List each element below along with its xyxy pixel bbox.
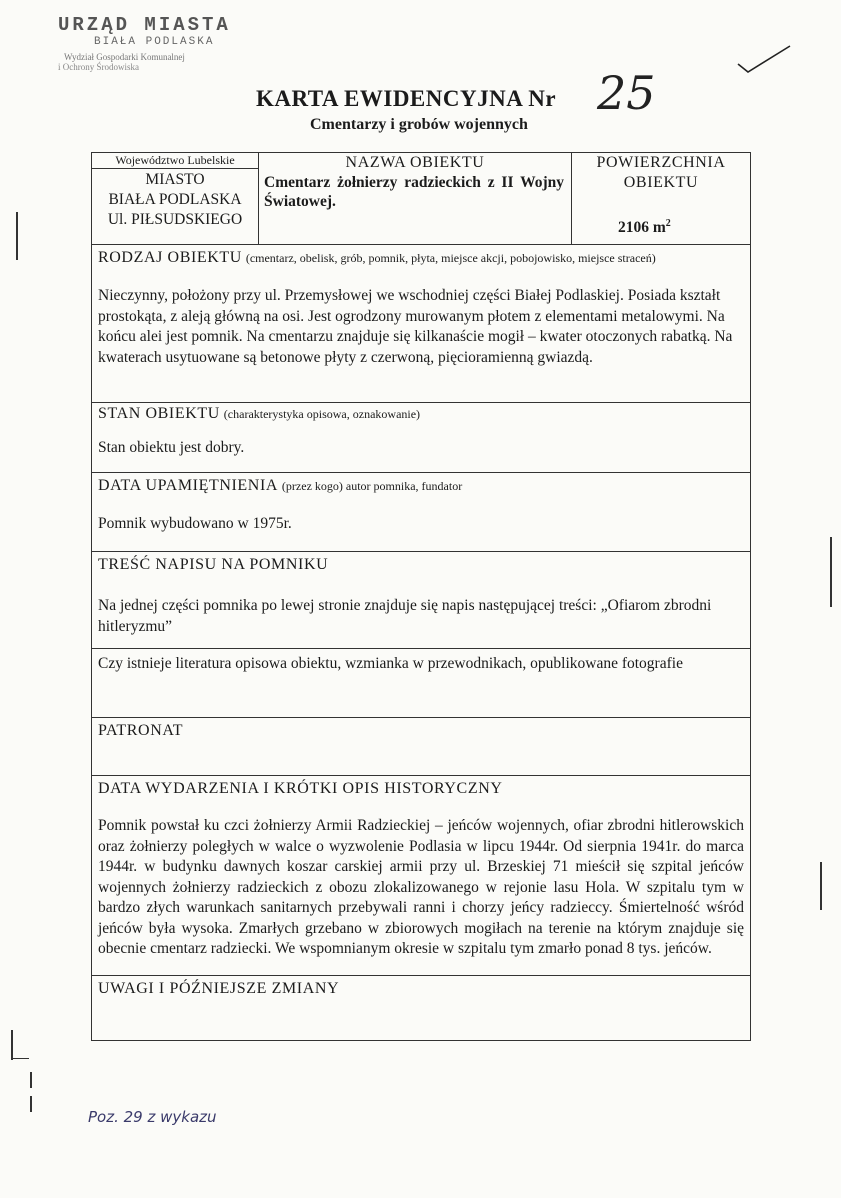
object-name-value: Cmentarz żołnierzy radzieckich z II Wojny Światowej. (264, 174, 564, 210)
stamp-line-4: i Ochrony Środowiska (58, 62, 139, 72)
object-state-heading (98, 403, 748, 425)
card-title: KARTA EWIDENCYJNA Nr (256, 86, 557, 111)
area-label: POWIERZCHNIA OBIEKTU (596, 154, 726, 191)
stamp-line-1: URZĄD MIASTA (58, 14, 231, 36)
town-block (92, 170, 258, 230)
scan-mark (11, 1030, 13, 1060)
object-name-label: NAZWA OBIEKTU (345, 154, 485, 171)
stamp-line-2: BIAŁA PODLASKA (94, 36, 215, 48)
town-line-1: MIASTO (145, 171, 205, 188)
scan-mark (30, 1096, 32, 1112)
history-text: Pomnik powstał ku czci żołnierzy Armii Radzieckiej – jeńców wojennych, ofiar zbrodni hitlerowskich oraz żołnierzy poległych w walce o wyzwolenie Podlasia w lipcu 1944r. Od sierpnia 1941r. do marca 1944r. w budynku dawnych koszar carskiej armii przy ul. Brzeskiej 71 mieścił się szpital jeńców wojennych żołnierzy radzieckich z obozu zlokalizowanego w rejonie lasu Hola. W szpitalu tym w bardzo złych warunkach sanitarnych przebywali ranni i chorzy jeńcy radzieccy. Śmiertelność wśród jeńców była wysoka. Zmarłych grzebano w zbiorowych mogiłach na terenie na którym znajduje się obecnie cmentarz radziecki. We wspomnianym okresie w szpitalu tym zmarło ponad 8 tys. jeńców. (98, 817, 744, 957)
card-subtitle: Cmentarzy i grobów wojennych (310, 116, 528, 133)
town-line-3: Ul. PIŁSUDSKIEGO (107, 211, 243, 228)
memorial-date-hint: (przez kogo) autor pomnika, fundator (281, 479, 463, 493)
scan-mark (16, 212, 18, 260)
stamp-line-3: Wydział Gospodarki Komunalnej (64, 52, 185, 62)
history-label: DATA WYDARZENIA I KRÓTKI OPIS HISTORYCZNY (98, 780, 503, 797)
memorial-date-label: DATA UPAMIĘTNIENIA (98, 477, 279, 494)
object-state-hint: (charakterystyka opisowa, oznakowanie) (223, 407, 421, 421)
office-stamp (58, 14, 288, 72)
handwritten-note: Poz. 29 z wykazu (88, 1108, 217, 1126)
object-type-label: RODZAJ OBIEKTU (98, 249, 242, 266)
notes-label: UWAGI I PÓŹNIEJSZE ZMIANY (98, 980, 340, 997)
area-value: 2106 $m^2$ (618, 218, 671, 237)
literature-label: Czy istnieje literatura opisowa obiektu, wzmianka w przewodnikach, opublikowane fotografie (98, 655, 683, 672)
record-table (91, 152, 751, 1041)
object-type-hint: (cmentarz, obelisk, grób, pomnik, płyta, miejsce akcji, pobojowisko, miejsce straceń) (245, 251, 656, 265)
scan-mark (11, 1058, 29, 1059)
scan-mark (820, 862, 822, 910)
checkmark-icon (734, 42, 794, 76)
object-type-heading (98, 247, 748, 269)
object-state-text: Stan obiektu jest dobry. (98, 439, 245, 456)
scan-mark (30, 1072, 32, 1088)
memorial-date-text: Pomnik wybudowano w 1975r. (98, 515, 292, 532)
inscription-label: TREŚĆ NAPISU NA POMNIKU (98, 556, 329, 573)
memorial-date-heading (98, 475, 748, 497)
card-number: 25 (597, 66, 656, 120)
scan-mark (830, 537, 832, 607)
patron-label: PATRONAT (98, 722, 184, 739)
town-line-2: BIAŁA PODLASKA (108, 191, 242, 208)
voivodeship: Województwo Lubelskie (115, 153, 235, 167)
inscription-text: Na jednej części pomnika po lewej stronie znajduje się napis następującej treści: „Ofiarom zbrodni hitleryzmu” (98, 597, 712, 635)
object-state-label: STAN OBIEKTU (98, 405, 220, 422)
object-type-text: Nieczynny, położony przy ul. Przemysłowej we wschodniej części Białej Podlaskiej. Posiada kształt prostokąta, z aleją główną na osi. Jest ogrodzony murowanym płotem z elementami metalowymi. Na końcu alei jest pomnik. Na cmentarzu znajduje się kilkanaście mogił – kwater otoczonych rabatką. Na kwaterach usytuowane są betonowe płyty z czerwoną, pięcioramienną gwiazdą. (98, 287, 733, 366)
